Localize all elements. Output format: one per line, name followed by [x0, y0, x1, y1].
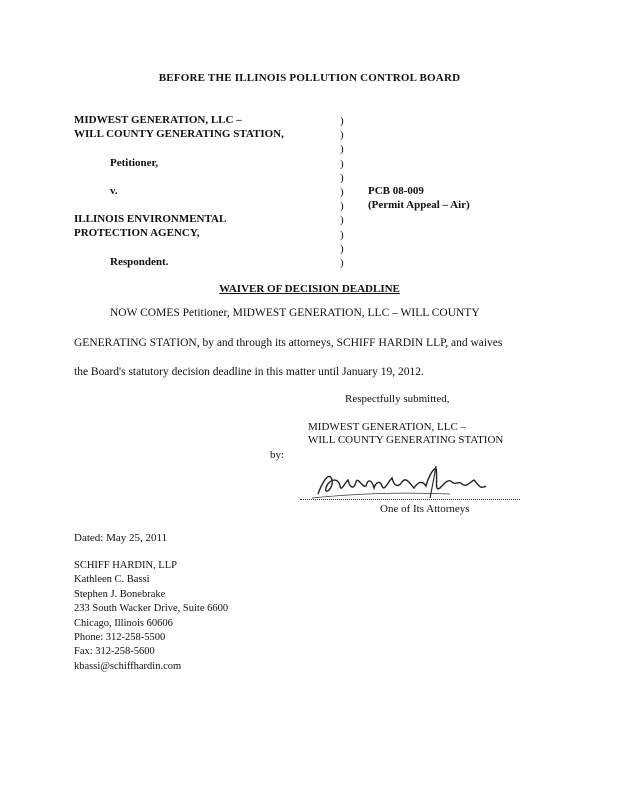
by-label: by:	[270, 449, 285, 461]
paren: )	[340, 242, 344, 255]
paren: )	[340, 228, 344, 241]
dated-line: Dated: May 25, 2011	[74, 532, 168, 544]
paren: )	[340, 186, 344, 199]
signature-line	[300, 499, 520, 500]
party-line-1: MIDWEST GENERATION, LLC –	[308, 421, 467, 433]
paren: )	[340, 257, 344, 270]
versus-label: v.	[110, 185, 118, 197]
signature-caption: One of Its Attorneys	[380, 503, 470, 515]
petitioner-name-line2: WILL COUNTY GENERATING STATION,	[74, 128, 284, 140]
attorney-name: Kathleen C. Bassi	[74, 574, 150, 586]
paren: )	[340, 143, 344, 156]
case-number: PCB 08-009	[368, 185, 424, 197]
body-line-3: the Board's statutory decision deadline in this matter until January 19, 2012.	[74, 366, 424, 378]
firm-name: SCHIFF HARDIN, LLP	[74, 560, 177, 571]
petitioner-role: Petitioner,	[110, 157, 159, 169]
paren: )	[340, 200, 344, 213]
respondent-name-line1: ILLINOIS ENVIRONMENTAL	[74, 213, 227, 225]
petitioner-name-line1: MIDWEST GENERATION, LLC –	[74, 114, 242, 126]
court-heading: BEFORE THE ILLINOIS POLLUTION CONTROL BOARD	[158, 72, 461, 84]
firm-email: kbassi@schiffhardin.com	[74, 660, 182, 672]
paren: )	[340, 214, 344, 227]
firm-fax: Fax: 312-258-5600	[74, 646, 155, 658]
document-title: WAIVER OF DECISION DEADLINE	[219, 283, 400, 295]
paren: )	[340, 157, 344, 170]
firm-address: 233 South Wacker Drive, Suite 6600	[74, 603, 229, 615]
party-line-2: WILL COUNTY GENERATING STATION	[308, 434, 504, 446]
body-line-2: GENERATING STATION, by and through its attorneys, SCHIFF HARDIN LLP, and waives	[74, 337, 503, 349]
case-type: (Permit Appeal – Air)	[368, 199, 470, 211]
attorney-name: Stephen J. Bonebrake	[74, 588, 166, 600]
paren: )	[340, 129, 344, 142]
respectfully-submitted: Respectfully submitted,	[345, 393, 450, 405]
firm-city: Chicago, Illinois 60606	[74, 617, 173, 629]
body-line-1: NOW COMES Petitioner, MIDWEST GENERATION, LLC – WILL COUNTY	[110, 307, 480, 319]
paren: )	[340, 115, 344, 127]
respondent-role: Respondent.	[110, 256, 169, 268]
caption-divider	[340, 114, 344, 270]
firm-contact-block	[74, 559, 228, 674]
paren: )	[340, 171, 344, 184]
respondent-name-line2: PROTECTION AGENCY,	[74, 227, 200, 239]
firm-phone: Phone: 312-258-5500	[74, 632, 166, 644]
